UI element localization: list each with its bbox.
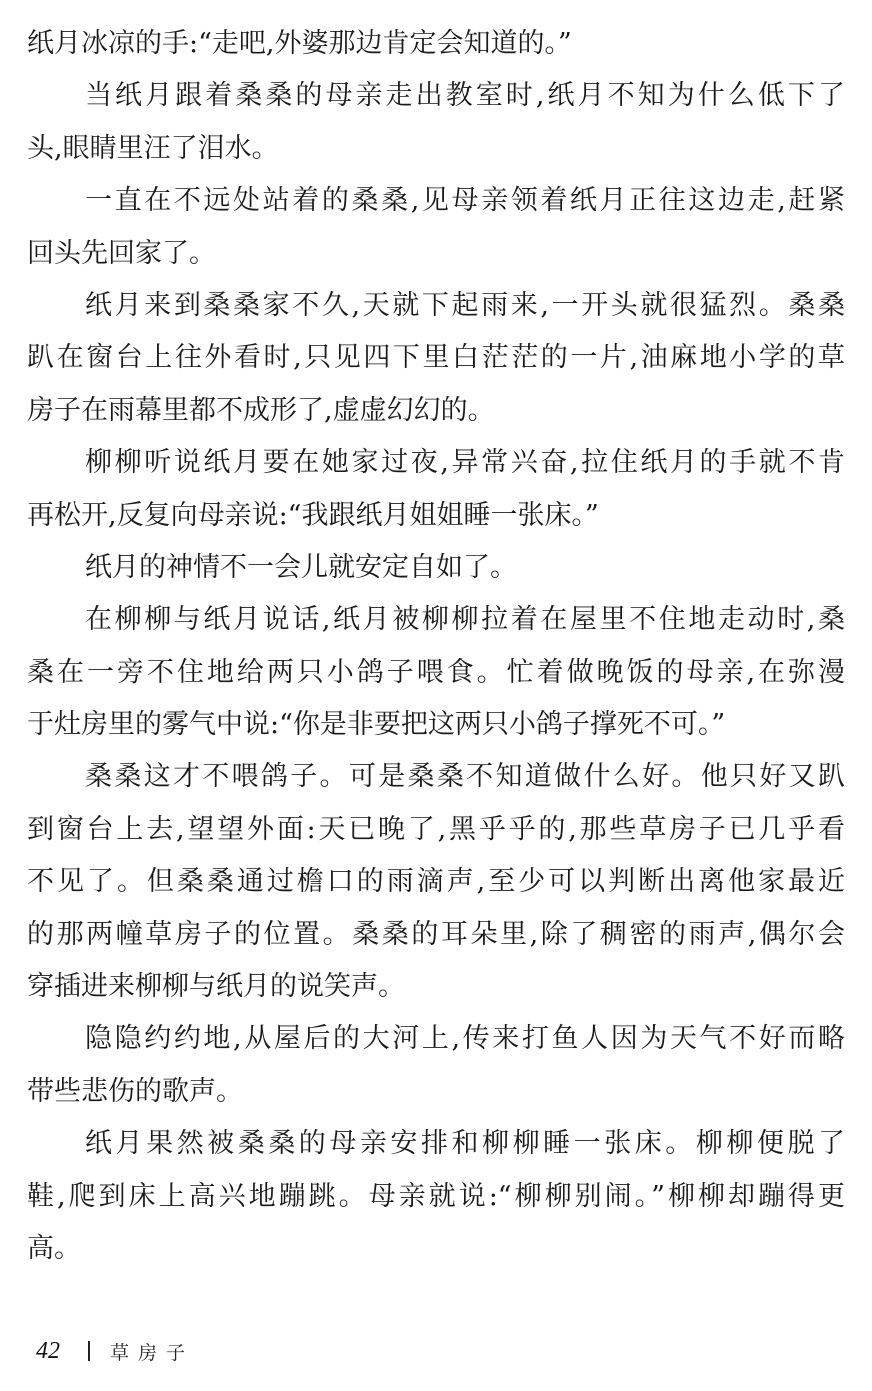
paragraph [27,437,845,542]
paragraph [27,594,845,751]
text-line: 到窗台上去,望望外面:天已晚了,黑乎乎的,那些草房子已几乎看 [27,813,845,845]
text-line: 纸月冰凉的手:“走吧,外婆那边肯定会知道的。” [27,28,572,59]
text-line: 纸月果然被桑桑的母亲安排和柳柳睡一张床。柳柳便脱了 [85,1128,845,1160]
text-line: 房子在雨幕里都不成形了,虚虚幻幻的。 [27,394,495,426]
page-footer [36,1333,194,1369]
text-line: 柳柳听说纸月要在她家过夜,异常兴奋,拉住纸月的手就不肯 [85,447,845,479]
paragraph [27,542,845,594]
paragraph [27,751,845,1013]
text-line: 在柳柳与纸月说话,纸月被柳柳拉着在屋里不住地走动时,桑 [85,604,845,636]
paragraph [27,1118,845,1275]
paragraph [27,175,845,280]
text-line: 穿插进来柳柳与纸月的说笑声。 [27,971,405,1003]
text-line: 头,眼睛里汪了泪水。 [27,132,279,164]
text-line: 纸月来到桑桑家不久,天就下起雨来,一开头就很猛烈。桑桑 [85,289,845,321]
paragraph [27,1013,845,1118]
book-page-body [27,18,845,1275]
text-line: 鞋,爬到床上高兴地蹦跳。母亲就说:“柳柳别闹。”柳柳却蹦得更 [27,1180,845,1212]
text-line: 一直在不远处站着的桑桑,见母亲领着纸月正往这边走,赶紧 [85,185,845,217]
footer-divider [88,1341,90,1361]
text-line: 当纸月跟着桑桑的母亲走出教室时,纸月不知为什么低下了 [85,80,845,112]
text-line: 带些悲伤的歌声。 [27,1075,243,1107]
page-number: 42 [36,1337,60,1364]
text-line: 纸月的神情不一会儿就安定自如了。 [85,551,517,583]
text-line: 桑在一旁不住地给两只小鸽子喂食。忙着做晚饭的母亲,在弥漫 [27,656,845,688]
text-line: 的那两幢草房子的位置。桑桑的耳朵里,除了稠密的雨声,偶尔会 [27,918,845,950]
book-title: 草房子 [110,1341,195,1364]
text-line: 回头先回家了。 [27,237,216,269]
paragraph [27,70,845,175]
text-line: 不见了。但桑桑通过檐口的雨滴声,至少可以判断出离他家最近 [27,866,845,898]
text-line: 桑桑这才不喂鸽子。可是桑桑不知道做什么好。他只好又趴 [85,761,845,793]
text-line: 趴在窗台上往外看时,只见四下里白茫茫的一片,油麻地小学的草 [27,342,845,374]
text-line: 于灶房里的雾气中说:“你是非要把这两只小鸽子撑死不可。” [27,709,726,741]
paragraph [27,18,845,70]
text-line: 再松开,反复向母亲说:“我跟纸月姐姐睡一张床。” [27,499,599,531]
text-line: 高。 [27,1232,81,1264]
text-line: 隐隐约约地,从屋后的大河上,传来打鱼人因为天气不好而略 [85,1023,845,1055]
paragraph [27,280,845,437]
